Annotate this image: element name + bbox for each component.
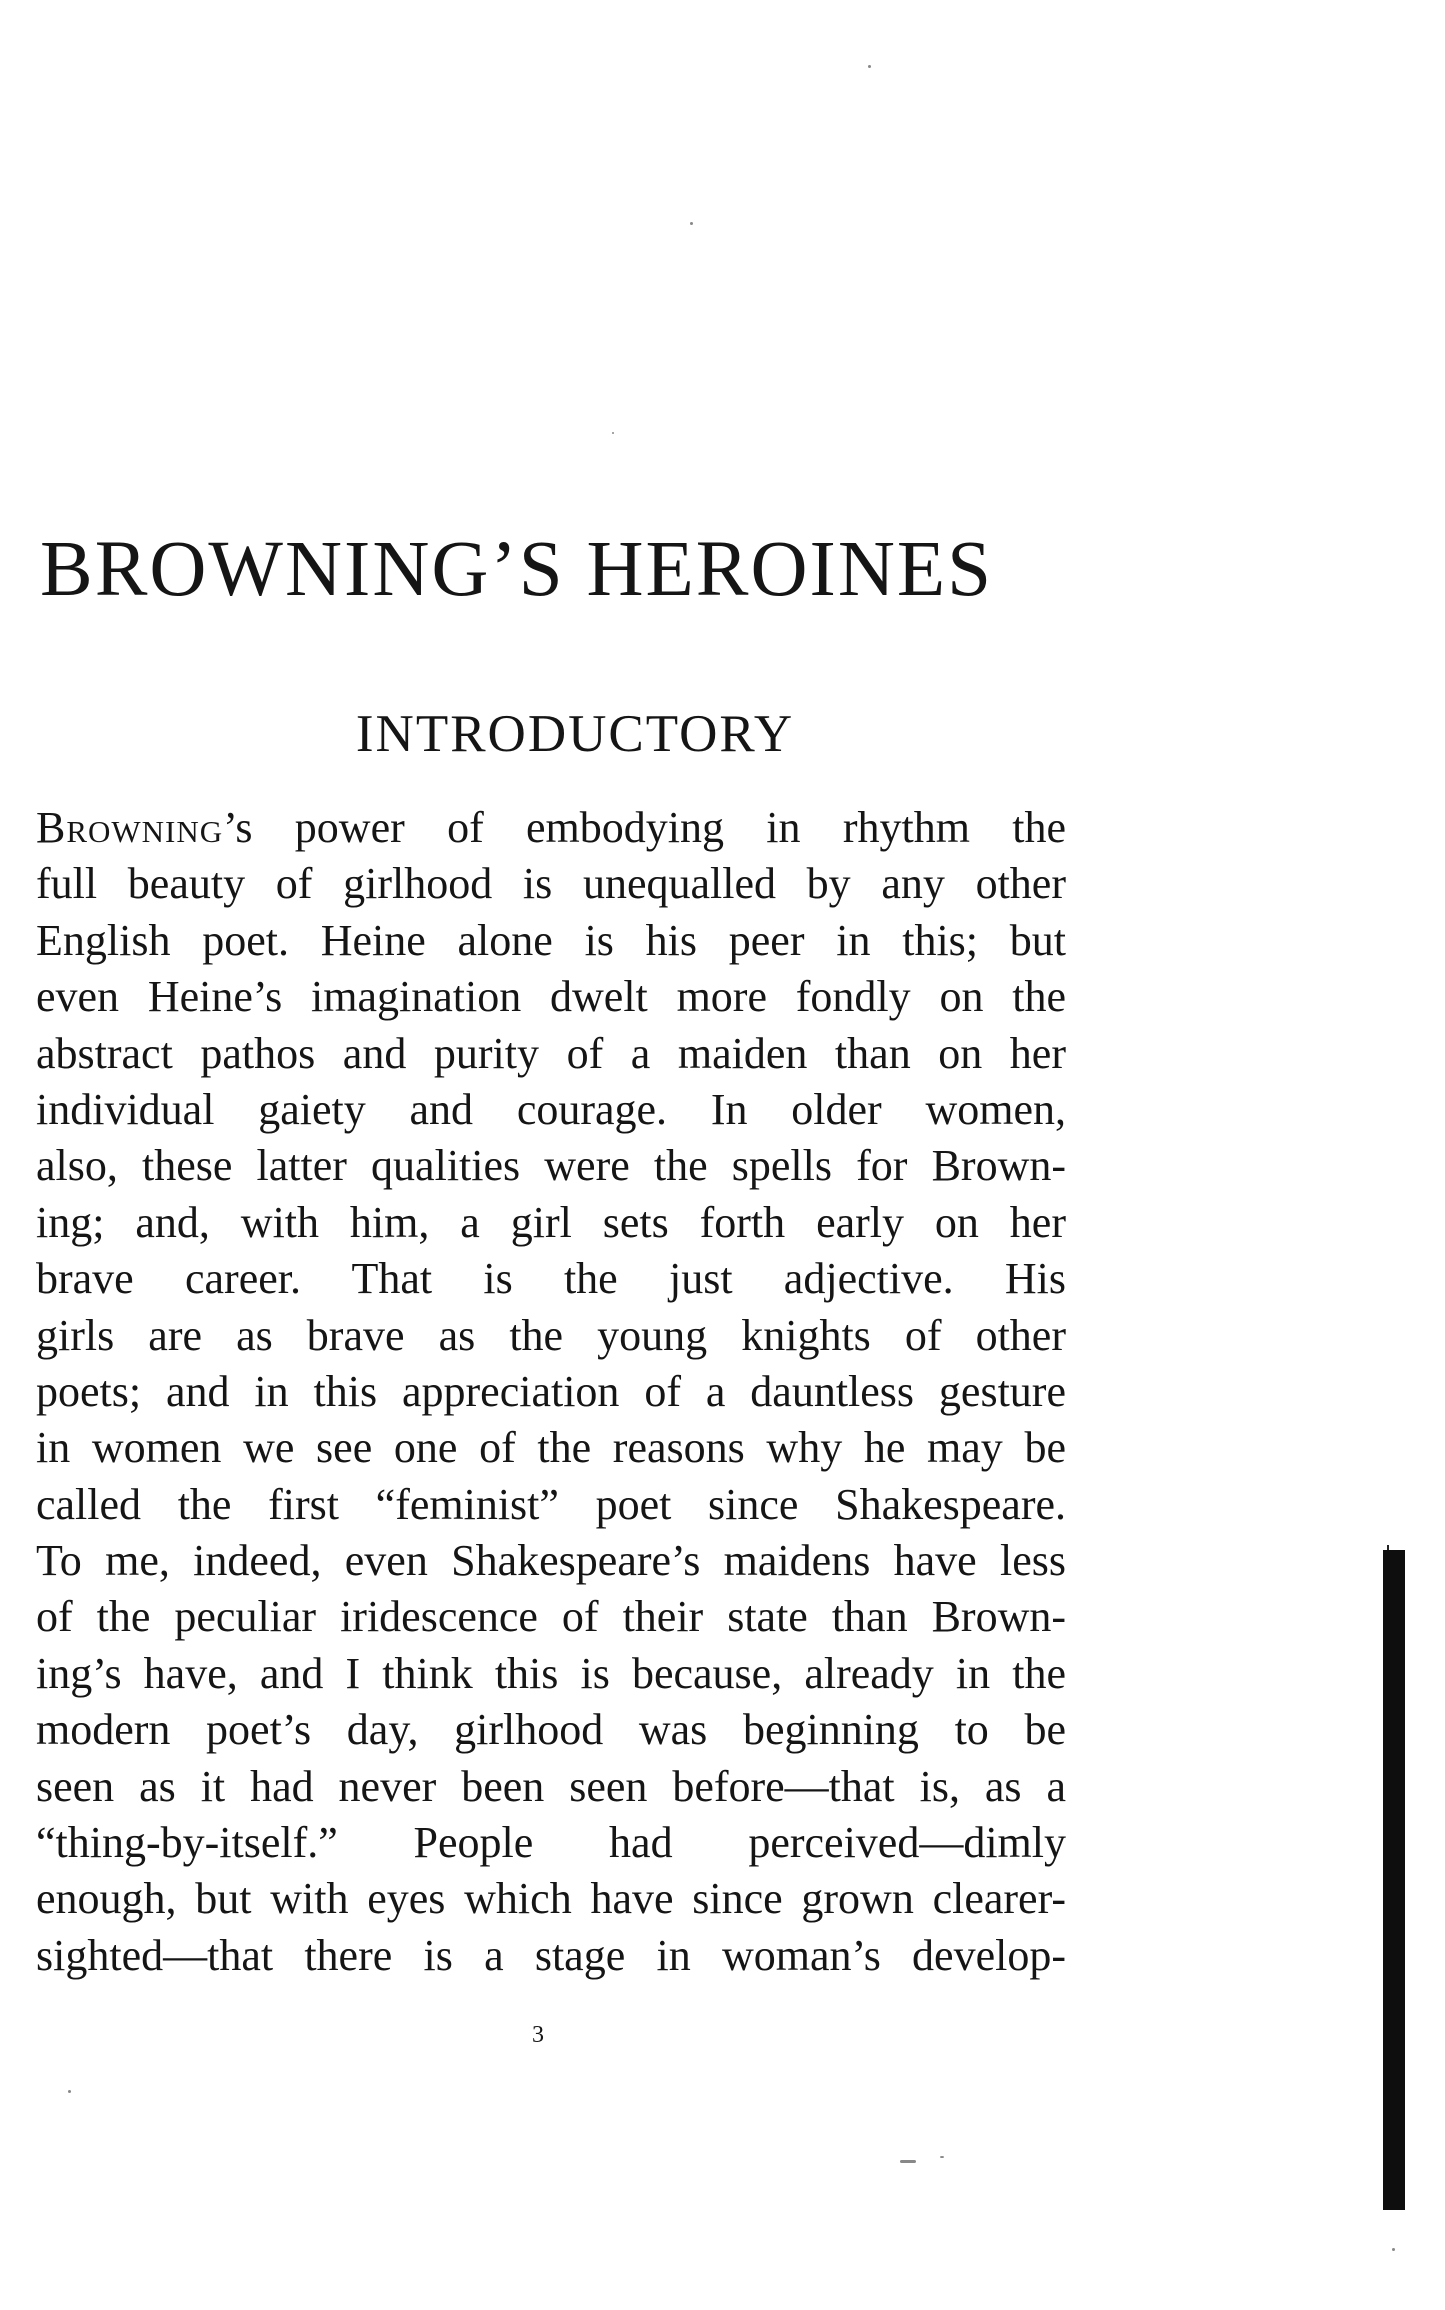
scan-speck — [68, 2090, 71, 2093]
text-line-remainder: ’s power of embodying in rhythm the — [223, 803, 1066, 852]
text-line: brave career. That is the just adjective. His — [36, 1254, 1066, 1304]
text-line: also, these latter qualities were the spells for Brown- — [36, 1141, 1066, 1191]
scan-speck — [868, 65, 871, 68]
text-line: of the peculiar iridescence of their state than Brown- — [36, 1592, 1066, 1642]
text-line: sighted—that there is a stage in woman’s develop- — [36, 1930, 1066, 1980]
scan-speck — [900, 2160, 916, 2163]
scan-binding-edge — [1383, 1550, 1405, 2210]
text-line: in women we see one of the reasons why he may be — [36, 1423, 1066, 1473]
text-line: called the first “feminist” poet since Shakespeare. — [36, 1479, 1066, 1529]
scan-speck — [690, 222, 693, 225]
text-line: ing’s have, and I think this is because, already in the — [36, 1648, 1066, 1698]
scan-speck — [940, 2156, 944, 2158]
text-line: modern poet’s day, girlhood was beginning to be — [36, 1705, 1066, 1755]
book-title: BROWNING’S HEROINES — [40, 526, 994, 613]
scan-speck — [1392, 2248, 1395, 2251]
text-line: girls are as brave as the young knights of other — [36, 1310, 1066, 1360]
text-line: full beauty of girlhood is unequalled by any other — [36, 859, 1066, 909]
page-number: 3 — [532, 2022, 544, 2048]
text-line: English poet. Heine alone is his peer in this; but — [36, 915, 1066, 965]
text-line: To me, indeed, even Shakespeare’s maidens have less — [36, 1536, 1066, 1586]
text-line: enough, but with eyes which have since grown clearer- — [36, 1874, 1066, 1924]
text-line: poets; and in this appreciation of a dauntless gesture — [36, 1366, 1066, 1416]
text-line: individual gaiety and courage. In older women, — [36, 1084, 1066, 1134]
text-line: “thing-by-itself.” People had perceived—dimly — [36, 1818, 1066, 1868]
opening-word: Browning — [36, 803, 224, 852]
chapter-title: INTRODUCTORY — [355, 705, 795, 763]
text-line: even Heine’s imagination dwelt more fondly on the — [36, 972, 1066, 1022]
text-line — [36, 800, 1066, 856]
scan-speck — [612, 432, 614, 434]
text-line: abstract pathos and purity of a maiden than on her — [36, 1028, 1066, 1078]
body-paragraph — [36, 800, 1066, 1984]
text-line: ing; and, with him, a girl sets forth early on her — [36, 1197, 1066, 1247]
text-line: seen as it had never been seen before—that is, as a — [36, 1761, 1066, 1811]
